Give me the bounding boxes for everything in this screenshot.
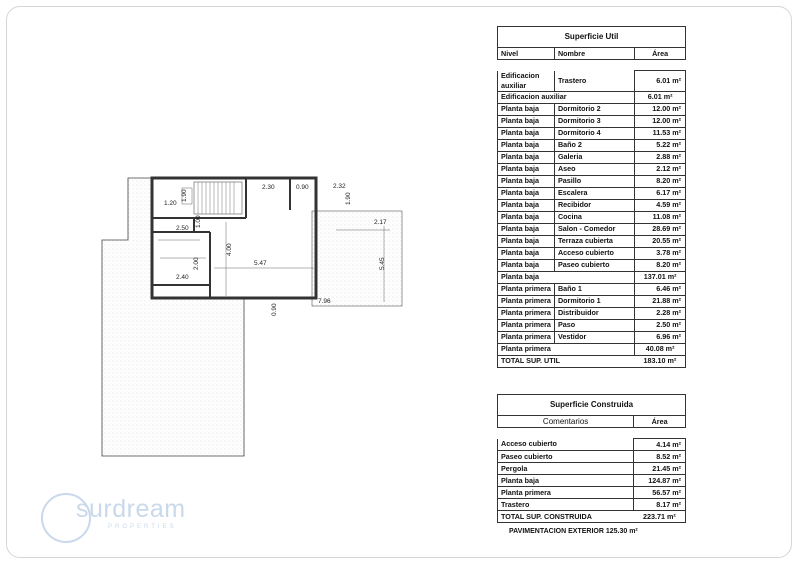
util-subtotal-level: Planta primera bbox=[498, 343, 635, 355]
util-room-name: Pasillo bbox=[554, 175, 634, 187]
exterior-slab bbox=[312, 211, 402, 306]
util-room-name: Terraza cubierta bbox=[554, 235, 634, 247]
superficie-util-title: Superficie Util bbox=[498, 27, 686, 48]
util-row bbox=[498, 151, 686, 163]
util-room-area: 2.50 m² bbox=[635, 319, 686, 331]
util-row bbox=[498, 247, 686, 259]
dimension: 7.96 bbox=[318, 298, 331, 305]
util-level: Planta baja bbox=[498, 139, 555, 151]
util-room-area: 8.20 m² bbox=[635, 175, 686, 187]
util-row bbox=[498, 175, 686, 187]
util-level: Planta primera bbox=[498, 283, 555, 295]
dimension: 1.00 bbox=[195, 215, 202, 228]
dimension: 0.90 bbox=[271, 303, 278, 316]
util-level: Edificacion auxiliar bbox=[498, 71, 555, 92]
dimension: 1.90 bbox=[345, 192, 352, 205]
util-room-area: 11.08 m² bbox=[635, 211, 686, 223]
construida-total-value: 223.71 m² bbox=[634, 511, 686, 523]
util-level: Planta primera bbox=[498, 331, 555, 343]
construida-row bbox=[498, 499, 686, 511]
util-subtotal-level: Planta baja bbox=[498, 271, 635, 283]
col-nivel: Nivel bbox=[498, 48, 555, 60]
util-room-name: Trastero bbox=[554, 71, 634, 92]
util-room-name: Dormitorio 3 bbox=[554, 115, 634, 127]
dimension: 4.00 bbox=[226, 243, 233, 256]
util-level: Planta baja bbox=[498, 151, 555, 163]
util-room-name: Paso bbox=[554, 319, 634, 331]
util-row bbox=[498, 283, 686, 295]
dimension: 1.20 bbox=[164, 200, 177, 207]
util-room-name: Escalera bbox=[554, 187, 634, 199]
construida-item-name: Acceso cubierto bbox=[498, 439, 634, 451]
construida-item-area: 21.45 m² bbox=[634, 463, 686, 475]
util-level: Planta baja bbox=[498, 103, 555, 115]
util-subtotal-level: Edificacion auxiliar bbox=[498, 91, 635, 103]
util-subtotal-area: 40.08 m² bbox=[635, 343, 686, 355]
dimension: 2.50 bbox=[176, 225, 189, 232]
util-row bbox=[498, 187, 686, 199]
util-room-area: 6.17 m² bbox=[635, 187, 686, 199]
construida-row bbox=[498, 475, 686, 487]
util-level: Planta baja bbox=[498, 163, 555, 175]
util-room-name: Acceso cubierto bbox=[554, 247, 634, 259]
construida-item-area: 56.57 m² bbox=[634, 487, 686, 499]
util-level: Planta baja bbox=[498, 247, 555, 259]
util-room-area: 2.88 m² bbox=[635, 151, 686, 163]
util-row bbox=[498, 199, 686, 211]
dimension: 5.45 bbox=[379, 257, 386, 270]
util-level: Planta baja bbox=[498, 115, 555, 127]
terrace-area bbox=[102, 178, 244, 456]
util-room-area: 28.69 m² bbox=[635, 223, 686, 235]
util-room-area: 8.20 m² bbox=[635, 259, 686, 271]
util-row bbox=[498, 103, 686, 115]
construida-row bbox=[498, 463, 686, 475]
util-total-value: 183.10 m² bbox=[635, 355, 686, 367]
util-level: Planta baja bbox=[498, 235, 555, 247]
dimension: 2.17 bbox=[374, 219, 387, 226]
util-room-area: 3.78 m² bbox=[635, 247, 686, 259]
util-room-area: 2.28 m² bbox=[635, 307, 686, 319]
dimension: 2.30 bbox=[262, 184, 275, 191]
util-room-area: 4.59 m² bbox=[635, 199, 686, 211]
util-row bbox=[498, 71, 686, 92]
util-subtotal-area: 137.01 m² bbox=[635, 271, 686, 283]
col-area: Área bbox=[634, 416, 686, 428]
util-row bbox=[498, 211, 686, 223]
util-room-area: 5.22 m² bbox=[635, 139, 686, 151]
dimension: 0.90 bbox=[296, 184, 309, 191]
dimension: 5.47 bbox=[254, 260, 267, 267]
util-level: Planta primera bbox=[498, 295, 555, 307]
util-level: Planta baja bbox=[498, 223, 555, 235]
util-total-label: TOTAL SUP. UTIL bbox=[498, 355, 635, 367]
construida-item-area: 8.17 m² bbox=[634, 499, 686, 511]
util-row bbox=[498, 115, 686, 127]
util-row bbox=[498, 307, 686, 319]
util-room-name: Vestidor bbox=[554, 331, 634, 343]
util-level: Planta primera bbox=[498, 319, 555, 331]
construida-item-name: Planta primera bbox=[498, 487, 634, 499]
util-level: Planta baja bbox=[498, 259, 555, 271]
util-row bbox=[498, 259, 686, 271]
util-subtotal-area: 6.01 m² bbox=[635, 91, 686, 103]
company-logo bbox=[36, 490, 186, 550]
util-row bbox=[498, 223, 686, 235]
util-room-area: 21.88 m² bbox=[635, 295, 686, 307]
util-room-name: Baño 1 bbox=[554, 283, 634, 295]
util-row bbox=[498, 295, 686, 307]
util-row bbox=[498, 163, 686, 175]
util-total-row bbox=[498, 355, 686, 367]
util-room-name: Baño 2 bbox=[554, 139, 634, 151]
util-row bbox=[498, 331, 686, 343]
util-room-name: Paseo cubierto bbox=[554, 259, 634, 271]
util-level: Planta baja bbox=[498, 199, 555, 211]
util-row bbox=[498, 139, 686, 151]
util-level: Planta primera bbox=[498, 307, 555, 319]
util-level: Planta baja bbox=[498, 127, 555, 139]
util-row bbox=[498, 319, 686, 331]
util-level: Planta baja bbox=[498, 211, 555, 223]
util-room-name: Dormitorio 1 bbox=[554, 295, 634, 307]
col-nombre: Nombre bbox=[554, 48, 634, 60]
util-room-name: Salon - Comedor bbox=[554, 223, 634, 235]
construida-item-name: Pergola bbox=[498, 463, 634, 475]
construida-item-name: Trastero bbox=[498, 499, 634, 511]
superficie-construida-title: Superficie Construida bbox=[498, 395, 686, 416]
construida-total-label: TOTAL SUP. CONSTRUIDA bbox=[498, 511, 634, 523]
util-room-name: Galeria bbox=[554, 151, 634, 163]
col-comentarios: Comentarios bbox=[498, 416, 634, 428]
util-room-name: Cocina bbox=[554, 211, 634, 223]
util-room-area: 6.01 m² bbox=[635, 71, 686, 92]
util-room-area: 6.46 m² bbox=[635, 283, 686, 295]
util-row bbox=[498, 127, 686, 139]
superficie-construida-table bbox=[497, 394, 686, 523]
construida-row bbox=[498, 451, 686, 463]
util-row bbox=[498, 271, 686, 283]
util-level: Planta baja bbox=[498, 187, 555, 199]
dimension: 2.00 bbox=[193, 257, 200, 270]
dimension: 2.32 bbox=[333, 183, 346, 190]
construida-item-name: Planta baja bbox=[498, 475, 634, 487]
util-room-area: 11.53 m² bbox=[635, 127, 686, 139]
util-row bbox=[498, 235, 686, 247]
util-room-name: Distribuidor bbox=[554, 307, 634, 319]
util-room-name: Dormitorio 4 bbox=[554, 127, 634, 139]
util-room-name: Recibidor bbox=[554, 199, 634, 211]
logo-tagline: PROPERTIES bbox=[108, 524, 177, 530]
util-room-name: Dormitorio 2 bbox=[554, 103, 634, 115]
util-room-area: 6.96 m² bbox=[635, 331, 686, 343]
util-row bbox=[498, 343, 686, 355]
construida-item-area: 4.14 m² bbox=[634, 439, 686, 451]
util-row bbox=[498, 91, 686, 103]
util-room-area: 12.00 m² bbox=[635, 103, 686, 115]
col-area: Área bbox=[635, 48, 686, 60]
util-room-name: Aseo bbox=[554, 163, 634, 175]
construida-total-row bbox=[498, 511, 686, 523]
util-room-area: 12.00 m² bbox=[635, 115, 686, 127]
util-room-area: 20.55 m² bbox=[635, 235, 686, 247]
construida-item-name: Paseo cubierto bbox=[498, 451, 634, 463]
dimension: 1.90 bbox=[181, 189, 188, 202]
construida-item-area: 8.52 m² bbox=[634, 451, 686, 463]
logo-name: surdream bbox=[76, 495, 186, 523]
dimension: 2.40 bbox=[176, 274, 189, 281]
pavimentacion-exterior: PAVIMENTACION EXTERIOR 125.30 m² bbox=[509, 528, 638, 535]
util-level: Planta baja bbox=[498, 175, 555, 187]
construida-row bbox=[498, 439, 686, 451]
construida-row bbox=[498, 487, 686, 499]
util-room-area: 2.12 m² bbox=[635, 163, 686, 175]
construida-item-area: 124.87 m² bbox=[634, 475, 686, 487]
superficie-util-table bbox=[497, 26, 686, 368]
